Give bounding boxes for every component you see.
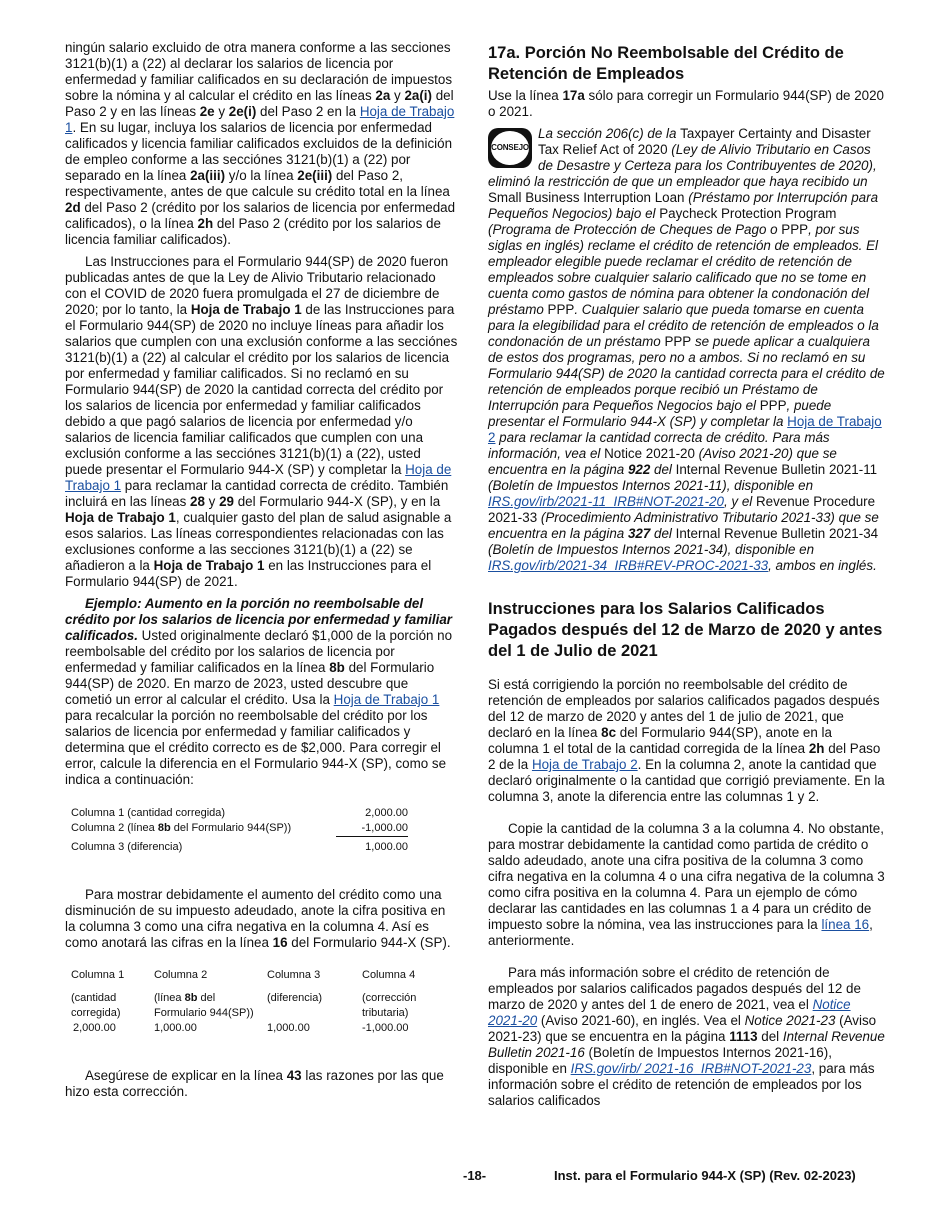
right-column — [488, 43, 886, 1109]
tip-text: La sección 206(c) de la Taxpayer Certainty and Disaster Tax Relief Act of 2020 (Ley de Alivio Tributario en Casos de Desastre y Certeza para los Contribuyentes de 2020), eliminó la restricción de que un empleador que haya recibido un Small Business Interruption Loan (Préstamo por Interrupción para Pequeños Negocios) bajo el Paycheck Protection Program (Programa de Protección de Cheques de Pago o PPP, por sus siglas en inglés) reclame el crédito de retención de empleados. El empleador elegible puede reclamar el crédito de retención de empleados sobre cualquier salario calificado que no se tome en cuenta como gastos de nómina para obtener la condonación del préstamo PPP. Cualquier salario que pueda tomarse en cuenta para la elegibilidad para el crédito de retención de empleados o la condonación de un préstamo PPP se puede aplicar a cualquiera de estos dos programas, pero no a ambos. Si no reclamó en su Formulario 944(SP) de 2020 la cantidad correcta para el crédito de retención de empleados porque recibió un Préstamo de Interrupción para Pequeños Negocios bajo el PPP, puede presentar el Formulario 944-X (SP) y completar la Hoja de Trabajo 2 para reclamar la cantidad correcta de crédito. Para más información, vea el Notice 2021-20 (Aviso 2021-20) que se encuentra en la página 922 del Internal Revenue Bulletin 2021-11 (Boletín de Impuestos Internos 2021-11), disponible en IRS.gov/irb/2021-11_IRB#NOT-2021-20, y el Revenue Procedure 2021-33 (Procedimiento Administrativo Tributario 2021-33) que se encuentra en la página 327 del Internal Revenue Bulletin 2021-34 (Boletín de Impuestos Internos 2021-34), disponible en IRS.gov/irb/2021-34_IRB#REV-PROC-2021-33, ambos en inglés. — [488, 126, 885, 573]
table-row: Columna 1 Columna 2 Columna 3 Columna 4 — [71, 969, 416, 981]
paragraph: ningún salario excluido de otra manera conforme a las secciones 3121(b)(1) a (22) al declarar los salarios de licencia por enfermedad y familiar calificados en su declaración de impuestos sobre la nómina y al calcular el crédito en las líneas 2a y 2a(i) del Paso 2 y en las líneas 2e y 2e(i) del Paso 2 en la Hoja de Trabajo 1. En su lugar, incluya los salarios de licencia por enfermedad calificados y licencia familiar calificados excluidos de la definición de empleo conforme a las secciónes 3121(b)(1) a (22) por separado en la línea 2a(iii) y/o la línea 2e(iii) del Paso 2, respectivamente, antes de que calcule su crédito total en la línea 2d del Paso 2 (crédito por los salarios de licencia por enfermedad calificados), o la línea 2h del Paso 2 (crédito por los salarios de licencia familiar calificados). — [65, 40, 456, 247]
paragraph: Para más información sobre el crédito de retención de empleados por salarios calificados pagados después del 12 de marzo de 2020 y antes del 1 de enero de 2021, vea el Notice 2021-20 (Aviso 2021-60), en inglés. Vea el Notice 2021-23 (Aviso 2021-23) que se encuentra en la página 1113 del Internal Revenue Bulletin 2021-16 (Boletín de Impuestos Internos 2021-16), disponible en IRS.gov/irb/ 2021-16_IRB#NOT-2021-23, para más información sobre el crédito de retención de empleados por los salarios calificados — [488, 965, 885, 1108]
worksheet-1-link[interactable]: Hoja de Trabajo 1 — [65, 104, 455, 135]
table-row: (cantidad corregida) (línea 8b del Formulario 944(SP)) (diferencia) (corrección tributaria) — [71, 992, 417, 1019]
table-row: 2,000.00 1,000.00 1,000.00 -1,000.00 — [73, 1022, 409, 1034]
page-number: -18- — [463, 1168, 487, 1183]
irb-2021-34-link[interactable]: IRS.gov/irb/2021-34_IRB#REV-PROC-2021-33 — [488, 558, 769, 573]
section-heading: 17a. Porción No Reembolsable del Crédito de Retención de Empleados — [488, 44, 844, 83]
paragraph: Para mostrar debidamente el aumento del crédito como una disminución de su impuesto adeudado, anote la cifra positiva en la columna 3 como una cifra negativa en la columna 4. Así es como anotará las cifras en la línea 16 del Formulario 944-X (SP). — [65, 887, 451, 950]
table-row: Columna 2 (línea 8b del Formulario 944(SP)) -1,000.00 — [71, 821, 408, 837]
calculation-table — [71, 806, 408, 855]
worksheet-1-link[interactable]: Hoja de Trabajo 1 — [333, 692, 440, 707]
worksheet-2-link[interactable]: Hoja de Trabajo 2 — [488, 414, 882, 445]
worksheet-2-link[interactable]: Hoja de Trabajo 2 — [531, 757, 638, 772]
paragraph: Si está corrigiendo la porción no reembolsable del crédito de retención de empleados por salarios calificados pagados después del 12 de marzo de 2020 y antes del 1 de julio de 2021, que declaró en la línea 8c del Formulario 944(SP), anote en la columna 1 el total de la cantidad corregida de la línea 2h del Paso 2 de la Hoja de Trabajo 2. En la columna 2, anote la cantidad que declaró originalmente o la cantidad que corrigió previamente. En la columna 3, anote la diferencia entre las columnas 1 y 2. — [488, 677, 885, 804]
irb-2021-11-link[interactable]: IRS.gov/irb/2021-11_IRB#NOT-2021-20 — [488, 494, 724, 509]
paragraph: Asegúrese de explicar en la línea 43 las razones por las que hizo esta corrección. — [65, 1068, 444, 1099]
paragraph: Use la línea 17a sólo para corregir un Formulario 944(SP) de 2020 o 2021. — [488, 88, 884, 119]
left-column — [65, 40, 458, 1100]
irb-2021-16-link[interactable]: IRS.gov/irb/ 2021-16_IRB#NOT-2021-23 — [570, 1061, 812, 1076]
paragraph: Copie la cantidad de la columna 3 a la columna 4. No obstante, para mostrar debidamente la cantidad como partida de crédito o saldo adeudado, anote una cifra positiva de la columna 3 como cifra negativa en la columna 4 o una cifra negativa de la columna 3 como cifra positiva en la columna 4. Para un ejemplo de cómo declarar las cantidades en las columnas 1 a 4 para un crédito de impuesto sobre la nómina, vea las instrucciones para la línea 16, anteriormente. — [488, 821, 885, 948]
example-paragraph: Ejemplo: Aumento en la porción no reembolsable del crédito por los salarios de licencia por enfermedad y familiar calificados. Usted originalmente declaró $1,000 de la porción no reembolsable del crédito por los salarios de licencia por enfermedad y familiar calificados en la línea 8b del Formulario 944(SP) de 2020. En marzo de 2023, usted descubre que cometió un error al calcular el crédito. Usa la Hoja de Trabajo 1 para recalcular la porción no reembolsable del crédito por los salarios de licencia por enfermedad y familiar calificados y determina que el crédito correcto es de $2,000. Para corregir el error, calcule la diferencia en el Formulario 944-X (SP), como se indica a continuación: — [65, 596, 453, 787]
notice-2021-20-link[interactable]: Notice 2021-20 — [488, 997, 851, 1028]
tip-icon: CONSEJO — [488, 128, 532, 168]
section-heading: Instrucciones para los Salarios Calificados Pagados después del 12 de Marzo de 2020 y antes del 1 de Julio de 2021 — [488, 600, 883, 660]
line-16-link[interactable]: línea 16 — [821, 917, 870, 932]
tip-box — [488, 126, 886, 574]
table-row: Columna 3 (diferencia) 1,000.00 — [71, 840, 408, 853]
paragraph: Las Instrucciones para el Formulario 944(SP) de 2020 fueron publicadas antes de que la Ley de Alivio Tributario relacionado con el COVID de 2020 fuera promulgada el 27 de diciembre de 2020; por lo tanto, la Hoja de Trabajo 1 de las Instrucciones para el Formulario 944(SP) de 2020 no incluye líneas para añadir los salarios que cumplen con una exclusión conforme a las secciónes 3121(b)(1) a (22) al calcular el crédito por los salarios de licencia por enfermedad y familiar calificados. Si no reclamó en su Formulario 944(SP) de 2020 la cantidad correcta del crédito por los salarios de licencia por enfermedad y familiar calificados debido a que pagó salarios de licencia por enfermedad y/o salarios de licencia familiar calificados que cumplen con una exclusión conforme a las secciónes 3121(b)(1) a (22), usted puede presentar el Formulario 944-X (SP) y completar la Hoja de Trabajo 1 para reclamar la cantidad correcta de crédito. También incluirá en las líneas 28 y 29 del Formulario 944-X (SP), y en la Hoja de Trabajo 1, cualquier gasto del plan de salud asignable a esos salarios. Las líneas correspondientes relacionadas con las exclusiones conforme a las secciones 3121(b)(1) a (22) se añadieron a la Hoja de Trabajo 1 en las Instrucciones para el Formulario 944(SP) de 2021. — [65, 254, 458, 589]
columns-table — [71, 968, 432, 1036]
table-row: Columna 1 (cantidad corregida) 2,000.00 — [71, 807, 408, 819]
worksheet-1-link[interactable]: Hoja de Trabajo 1 — [65, 462, 452, 493]
footer-title: Inst. para el Formulario 944-X (SP) (Rev. 02-2023) — [554, 1168, 856, 1183]
